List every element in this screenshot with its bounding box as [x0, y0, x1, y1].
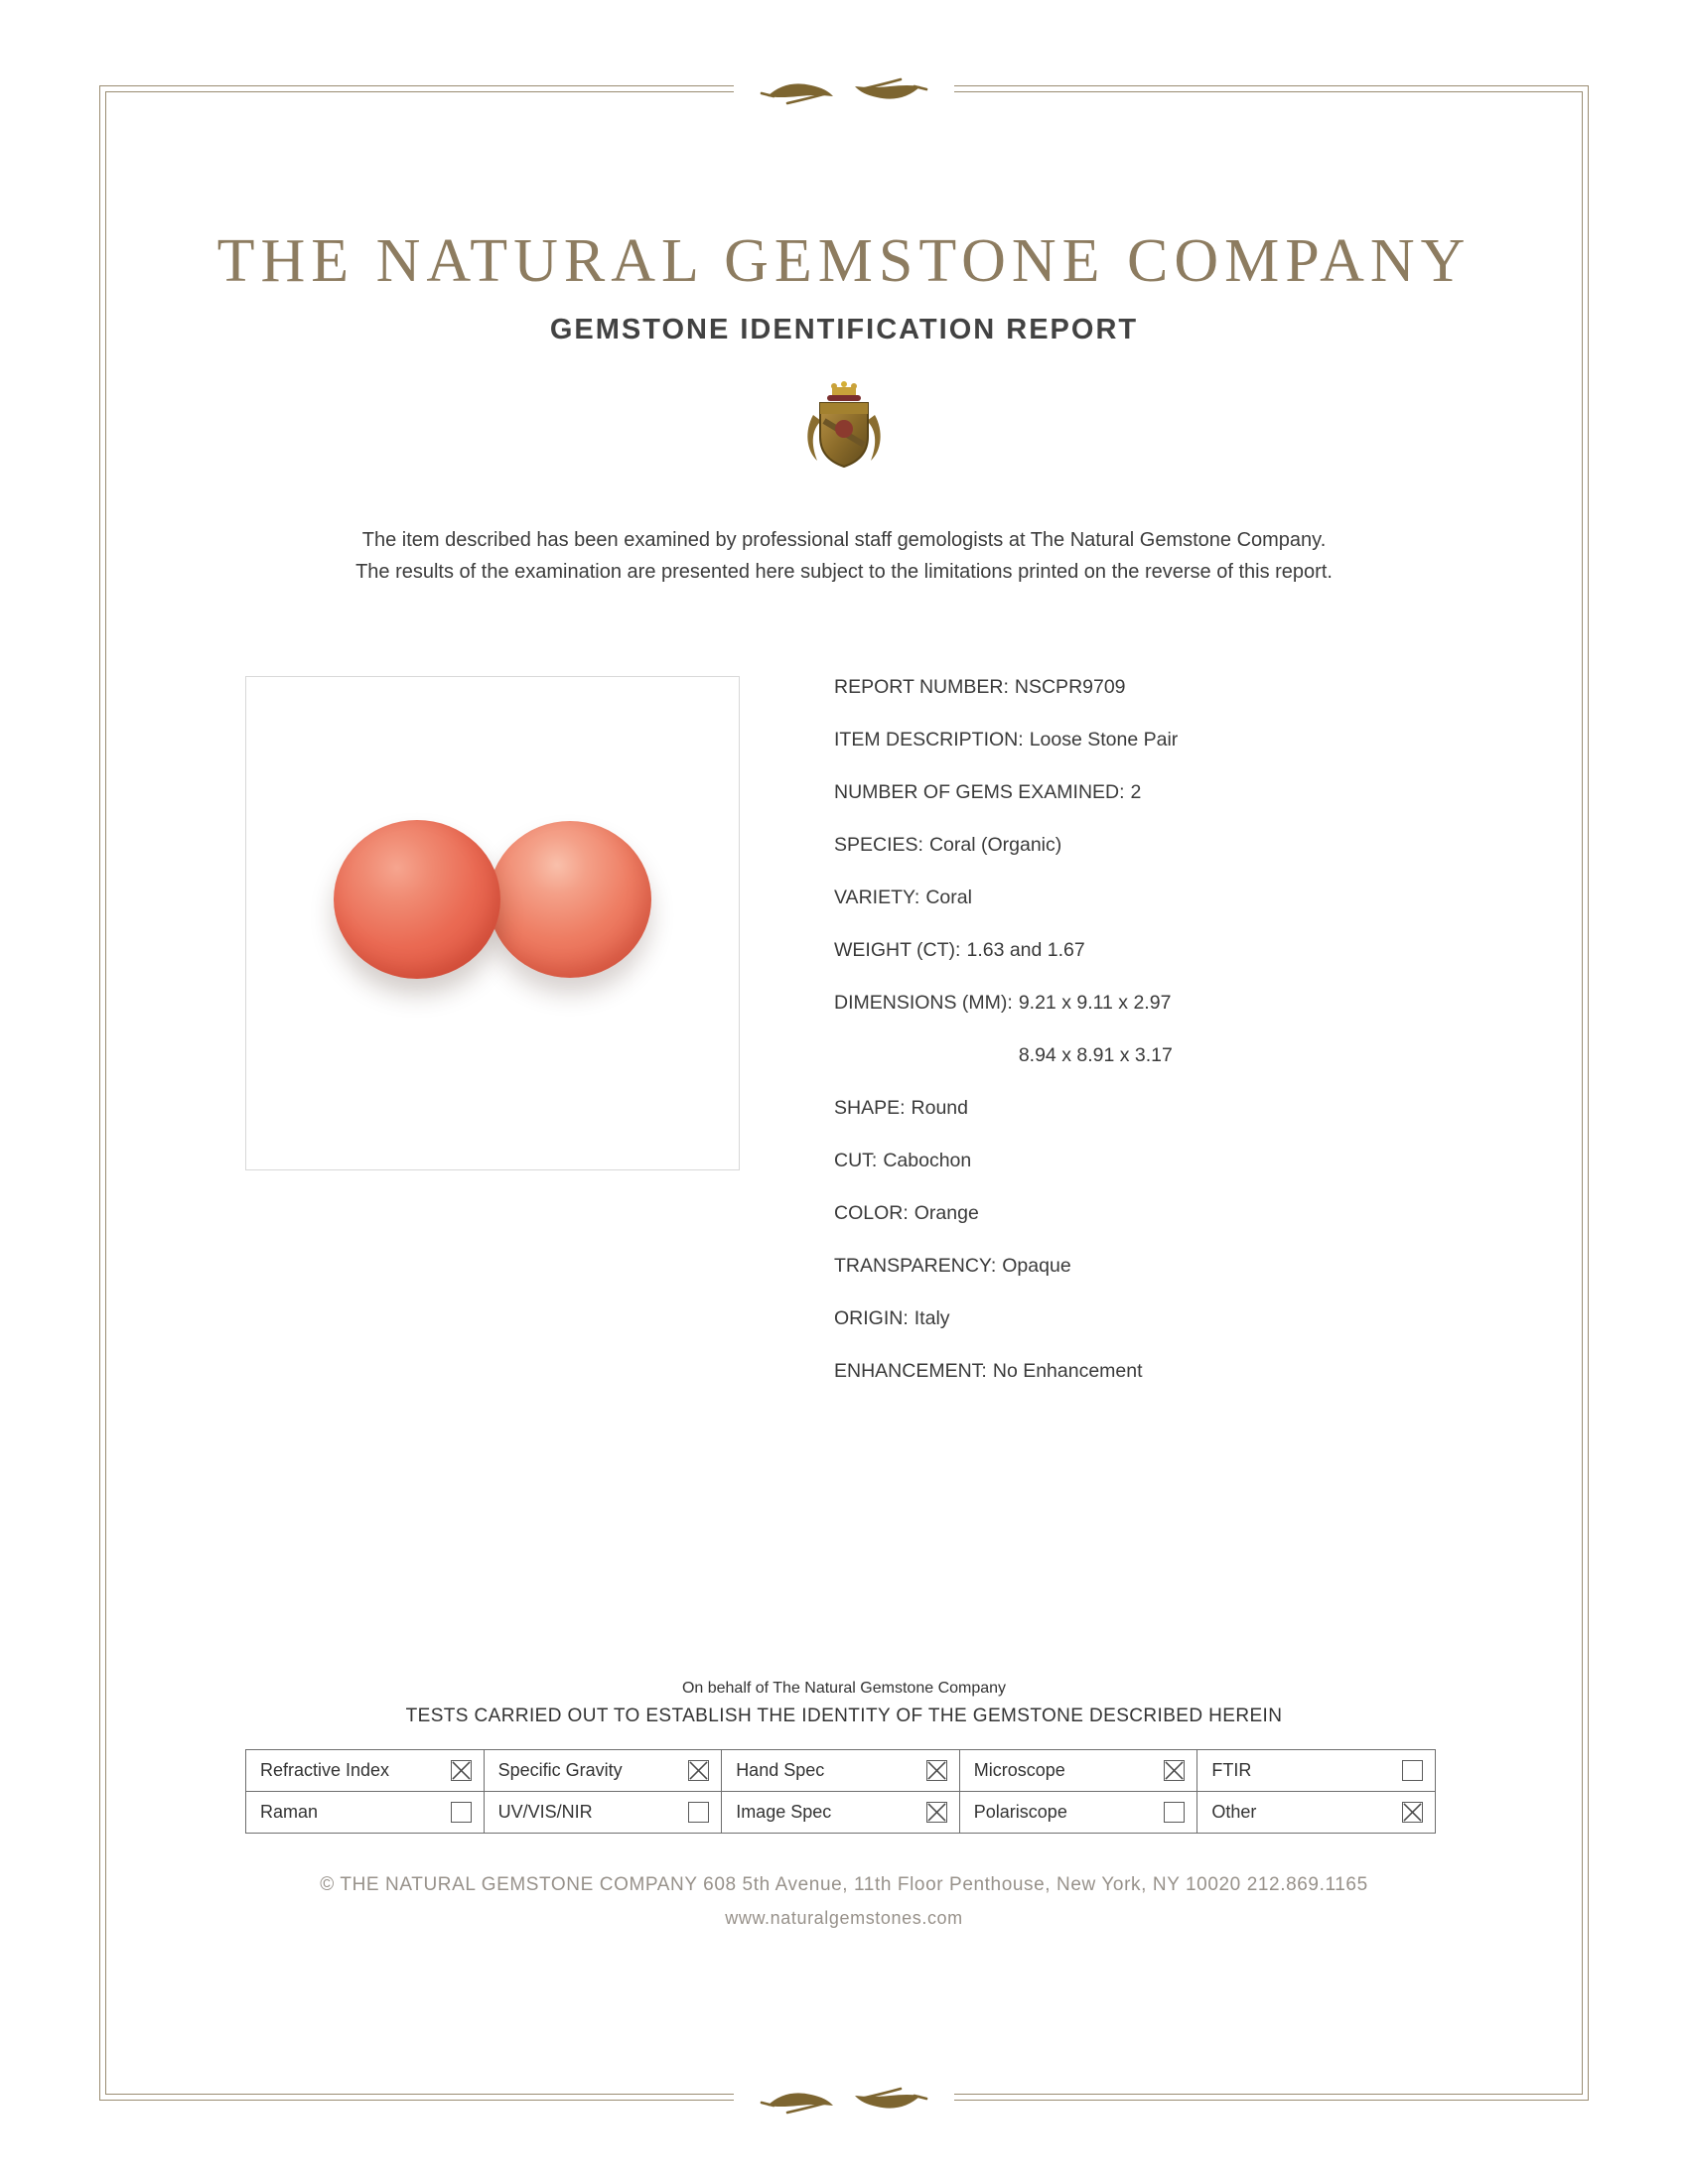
checkbox-checked-icon [926, 1760, 947, 1781]
coral-stone-right [489, 821, 651, 978]
test-label: Hand Spec [736, 1760, 825, 1780]
checkbox-unchecked-icon [688, 1802, 709, 1823]
test-cell [246, 1750, 485, 1792]
test-label: UV/VIS/NIR [497, 1802, 593, 1822]
test-label: Microscope [973, 1760, 1065, 1780]
tests-table-row [246, 1750, 1436, 1792]
report-title: GEMSTONE IDENTIFICATION REPORT [549, 314, 1139, 345]
detail-label: TRANSPARENCY: [834, 1255, 997, 1277]
checkbox-checked-icon [451, 1760, 472, 1781]
test-label: Refractive Index [260, 1760, 390, 1780]
examination-statement [0, 524, 1688, 588]
detail-value: Cabochon [883, 1150, 972, 1171]
report-details-list [834, 661, 1178, 1398]
flourish-icon [760, 71, 928, 111]
checkbox-checked-icon [1402, 1802, 1423, 1823]
detail-row [834, 977, 1178, 1082]
detail-value: 2 [1130, 781, 1142, 803]
test-label: Raman [260, 1802, 319, 1822]
detail-label: REPORT NUMBER: [834, 676, 1009, 698]
checkbox-checked-icon [1164, 1760, 1185, 1781]
detail-row [834, 1187, 1178, 1240]
detail-row [834, 766, 1178, 819]
company-crest-icon [801, 379, 887, 482]
checkbox-unchecked-icon [1402, 1760, 1423, 1781]
test-label: Polariscope [973, 1802, 1067, 1822]
detail-label: SPECIES: [834, 834, 923, 856]
test-cell [246, 1792, 485, 1834]
detail-row [834, 714, 1178, 766]
detail-row [834, 1082, 1178, 1135]
detail-label: ORIGIN: [834, 1307, 909, 1329]
detail-label: CUT: [834, 1150, 878, 1171]
test-cell [1197, 1750, 1436, 1792]
company-name: THE NATURAL GEMSTONE COMPANY [216, 227, 1472, 295]
detail-value: Coral (Organic) [928, 834, 1062, 856]
detail-value: Coral [925, 887, 972, 908]
checkbox-checked-icon [688, 1760, 709, 1781]
test-cell [484, 1792, 722, 1834]
detail-row [834, 924, 1178, 977]
test-cell [959, 1792, 1197, 1834]
detail-value: Orange [914, 1202, 979, 1224]
test-cell [722, 1792, 960, 1834]
detail-row [834, 1240, 1178, 1293]
examination-statement-line2: The results of the examination are presented here subject to the limitations printed on the reverse of this report. [355, 561, 1333, 583]
detail-row [834, 872, 1178, 924]
examination-statement-line1: The item described has been examined by professional staff gemologists at The Natural Gemstone Company. [361, 529, 1327, 551]
test-cell [959, 1750, 1197, 1792]
detail-row [834, 1135, 1178, 1187]
detail-label: WEIGHT (CT): [834, 939, 961, 961]
flourish-icon [760, 2081, 928, 2120]
detail-value: Italy [914, 1307, 950, 1329]
test-label: Other [1211, 1802, 1257, 1822]
detail-value-continued: 8.94 x 8.91 x 3.17 [1018, 1044, 1173, 1066]
tests-table-row [246, 1792, 1436, 1834]
detail-label: NUMBER OF GEMS EXAMINED: [834, 781, 1125, 803]
detail-value: Round [911, 1097, 968, 1119]
company-website: www.naturalgemstones.com [725, 1908, 963, 1928]
detail-label: DIMENSIONS (MM): [834, 992, 1013, 1014]
detail-row [834, 661, 1178, 714]
test-cell [1197, 1792, 1436, 1834]
detail-row [834, 1345, 1178, 1398]
coral-stone-left [334, 820, 500, 979]
checkbox-unchecked-icon [1164, 1802, 1185, 1823]
test-label: FTIR [1211, 1760, 1252, 1780]
tests-heading: TESTS CARRIED OUT TO ESTABLISH THE IDENTITY OF THE GEMSTONE DESCRIBED HEREIN [405, 1706, 1283, 1726]
detail-label: COLOR: [834, 1202, 909, 1224]
checkbox-checked-icon [926, 1802, 947, 1823]
checkbox-unchecked-icon [451, 1802, 472, 1823]
company-address: © THE NATURAL GEMSTONE COMPANY 608 5th Avenue, 11th Floor Penthouse, New York, NY 10020 212.869.1165 [320, 1874, 1368, 1895]
test-cell [722, 1750, 960, 1792]
gemstone-photo [245, 676, 740, 1170]
detail-label: ITEM DESCRIPTION: [834, 729, 1024, 751]
test-label: Specific Gravity [497, 1760, 623, 1780]
flourish-ornament-bottom [734, 2079, 954, 2122]
detail-value: Opaque [1002, 1255, 1071, 1277]
detail-value: 9.21 x 9.11 x 2.97 8.94 x 8.91 x 3.17 [1019, 977, 1173, 1082]
detail-label: VARIETY: [834, 887, 920, 908]
tests-table [245, 1749, 1436, 1834]
detail-row [834, 819, 1178, 872]
on-behalf-text: On behalf of The Natural Gemstone Company [681, 1680, 1007, 1697]
detail-value: No Enhancement [992, 1360, 1143, 1382]
detail-label: SHAPE: [834, 1097, 906, 1119]
detail-label: ENHANCEMENT: [834, 1360, 987, 1382]
flourish-ornament-top [734, 69, 954, 113]
detail-value: Loose Stone Pair [1029, 729, 1179, 751]
detail-row [834, 1293, 1178, 1345]
detail-value: NSCPR9709 [1014, 676, 1126, 698]
test-label: Image Spec [736, 1802, 832, 1822]
test-cell [484, 1750, 722, 1792]
coral-pair-image [334, 820, 651, 979]
detail-value: 1.63 and 1.67 [966, 939, 1085, 961]
